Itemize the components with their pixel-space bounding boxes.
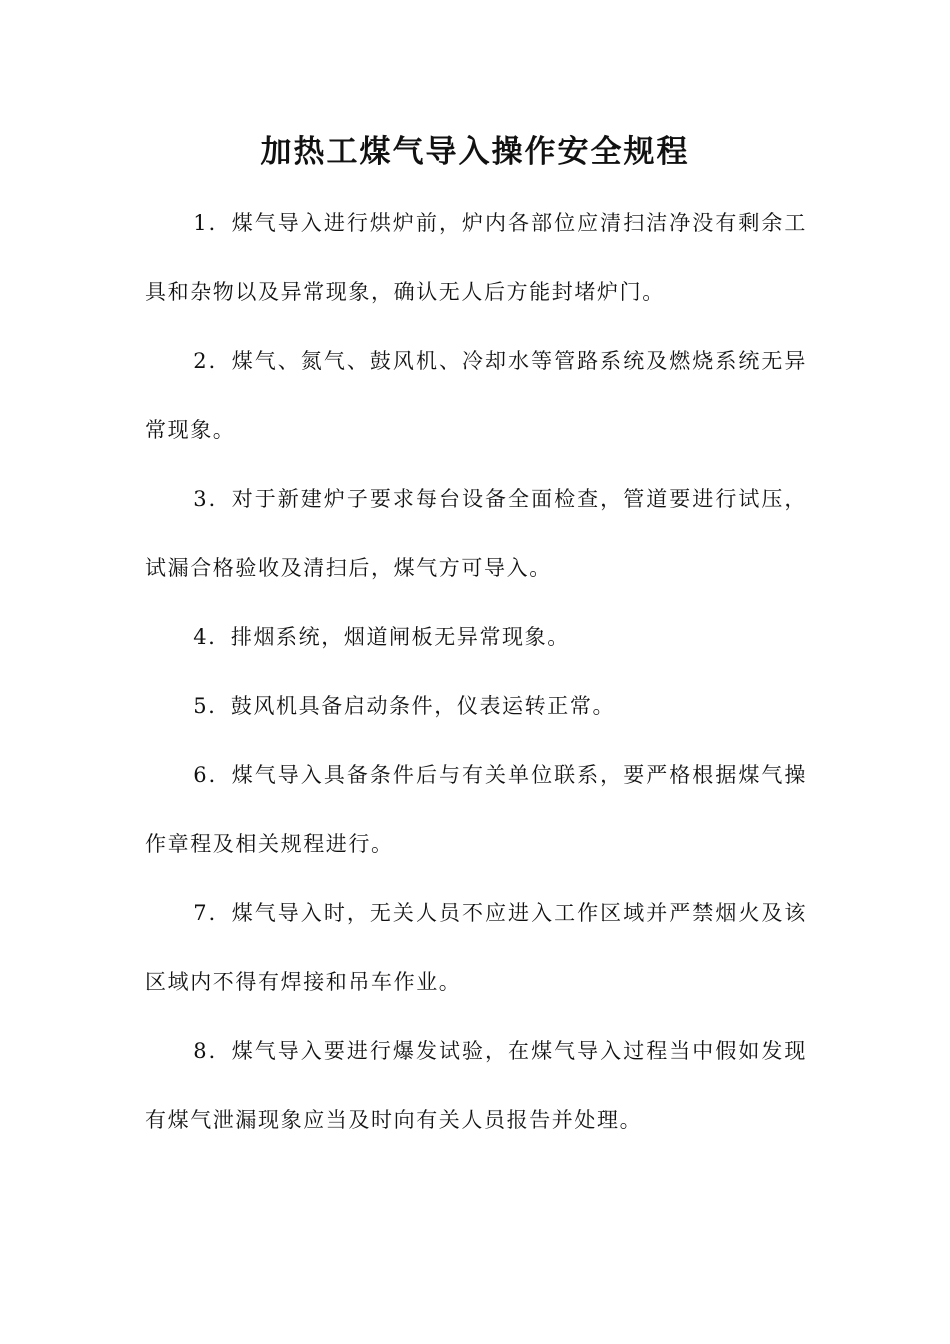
item-text: 鼓风机具备启动条件，仪表运转正常。 <box>230 694 616 718</box>
list-item <box>145 465 807 603</box>
item-number: 4． <box>193 625 231 649</box>
item-text: 煤气导入具备条件后与有关单位联系，要严格根据煤气操作章程及相关规程进行。 <box>145 763 807 856</box>
item-text: 煤气、氮气、鼓风机、冷却水等管路系统及燃烧系统无异常现象。 <box>145 349 807 442</box>
list-item <box>145 672 807 741</box>
list-item <box>145 603 807 672</box>
item-number: 3． <box>193 487 232 511</box>
item-number: 5． <box>193 694 231 718</box>
list-item <box>145 1017 807 1155</box>
item-number: 8． <box>193 1039 232 1063</box>
list-item <box>145 327 807 465</box>
item-text: 煤气导入时，无关人员不应进入工作区域并严禁烟火及该区域内不得有焊接和吊车作业。 <box>145 901 807 994</box>
list-item <box>145 189 807 327</box>
page-title: 加热工煤气导入操作安全规程 <box>260 134 690 170</box>
item-text: 煤气导入要进行爆发试验，在煤气导入过程当中假如发现有煤气泄漏现象应当及时向有关人员报告并处理。 <box>145 1039 807 1132</box>
list-item <box>145 879 807 1017</box>
item-number: 6． <box>193 763 232 787</box>
list-item <box>145 741 807 879</box>
item-text: 煤气导入进行烘炉前，炉内各部位应清扫洁净没有剩余工具和杂物以及异常现象，确认无人后方能封堵炉门。 <box>145 211 807 304</box>
document-body <box>145 189 807 1155</box>
item-text: 排烟系统，烟道闸板无异常现象。 <box>230 625 570 649</box>
item-number: 1． <box>193 211 232 235</box>
item-number: 2． <box>193 349 232 373</box>
item-text: 对于新建炉子要求每台设备全面检查，管道要进行试压，试漏合格验收及清扫后，煤气方可导入。 <box>145 487 807 580</box>
item-number: 7． <box>193 901 232 925</box>
